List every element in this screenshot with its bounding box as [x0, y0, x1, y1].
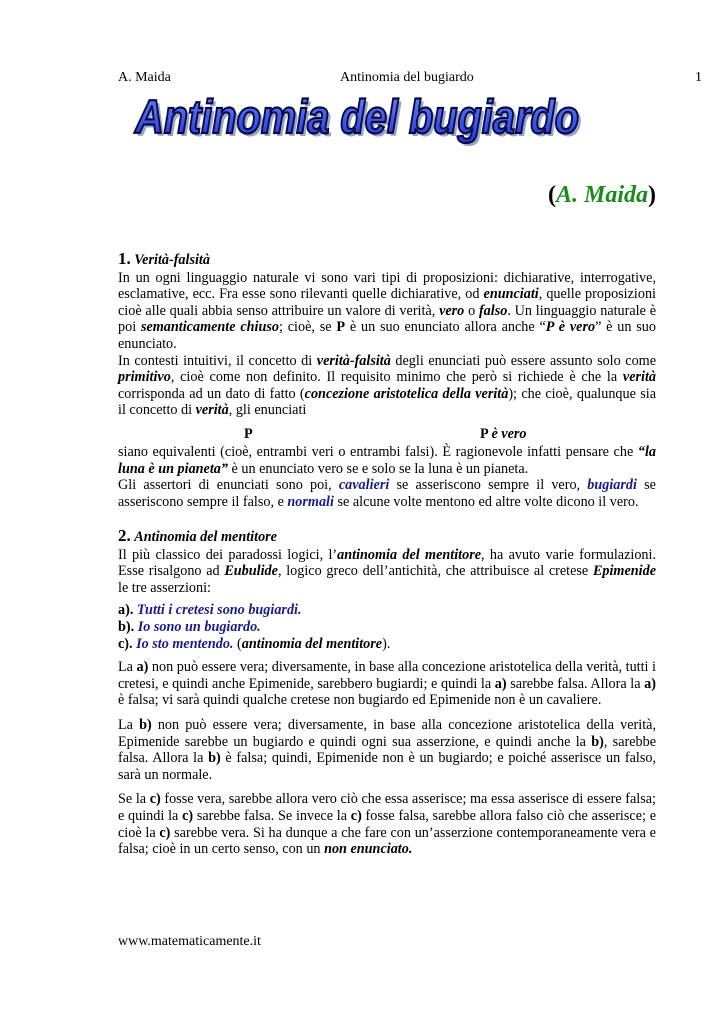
paragraph-1: In un ogni linguaggio naturale vi sono vari tipi di proposizioni: dichiarative, interrogative, esclamative, ecc. Fra esse sono rilevanti quelle dichiarative, od enunciati, quelle proposizioni cioè alle quali abbia senso attribuire un valore di verità, vero o falso. Un linguaggio naturale è poi semanticamente chiuso; cioè, se P è un suo enunciato allora anche “P è vero” è un suo enunciato. [118, 269, 656, 352]
header-title: Antinomia del bugiardo [340, 70, 474, 85]
paragraph-c: Se la c) fosse vera, sarebbe allora vero ciò che essa asserisce; ma essa asserisce di essere falsa; e quindi la c) sarebbe falsa. Se invece la c) fosse falsa, sarebbe allora falso ciò che asserisce; e cioè la c) sarebbe vera. Si ha dunque a che fare con un’asserzione contemporaneamente vera e falsa; cioè in un certo senso, con un non enunciato. [118, 791, 656, 858]
paragraph-3: siano equivalenti (cioè, entrambi veri o entrambi falsi). È ragionevole infatti pensare che “la luna è un pianeta” è un enunciato vero se e solo se la luna è un pianeta. [118, 443, 656, 477]
assertion-item-a: a). Tutti i cretesi sono bugiardi. [118, 602, 302, 619]
footer-website-link[interactable]: www.matematicamente.it [118, 934, 261, 949]
assertion-item-c: c). Io sto mentendo. (antinomia del mentitore). [118, 635, 391, 652]
section-2-heading: 2. Antinomia del mentitore [118, 526, 277, 545]
paragraph-2: In contesti intuitivi, il concetto di verità-falsità degli enunciati può essere assunto solo come primitivo, cioè come non definito. Il requisito minimo che però si richiede è che la verità corrisponda ad un dato di fatto (concezione aristotelica della verità); che cioè, qualunque sia il concetto di verità, gli enunciati [118, 352, 656, 419]
page-number: 1 [695, 70, 702, 85]
author-name: (A. Maida) [547, 182, 656, 208]
section-1-heading: 1. Verità-falsità [118, 249, 210, 268]
wordart-title [128, 86, 588, 154]
paragraph-a: La a) non può essere vera; diversamente, in base alla concezione aristotelica della verità, tutti i cretesi, e quindi anche Epimenide, sarebbero bugiardi; e quindi la a) sarebbe falsa. Allora la a) è falsa; vi sarà quindi qualche cretese non bugiardo ed Epimenide non è un cavaliere. [118, 659, 656, 709]
formula-line [118, 426, 656, 444]
formula-left: P [244, 425, 253, 442]
assertion-list [118, 602, 656, 652]
paragraph-5: Il più classico dei paradossi logici, l’antinomia del mentitore, ha avuto varie formulazioni. Esse risalgono ad Eubulide, logico greco dell’antichità, che attribuisce al cretese Epimenide le tre asserzioni: [118, 546, 656, 596]
section-1 [118, 251, 656, 510]
header-author: A. Maida [118, 70, 171, 85]
section-2 [118, 528, 656, 858]
formula-right: P è vero [480, 425, 527, 442]
assertion-item-b: b). Io sono un bugiardo. [118, 618, 261, 635]
wordart-shadow: Antinomia del bugiardo [137, 93, 583, 146]
wordart-text: Antinomia del bugiardo [134, 90, 580, 143]
paragraph-b: La b) non può essere vera; diversamente, in base alla concezione aristotelica della verità, Epimenide sarebbe un bugiardo e quindi ogni sua asserzione, e quindi anche la b), sarebbe falsa. Allora la b) è falsa; quindi, Epimenide non è un bugiardo; e poiché asserisce un falso, sarà un normale. [118, 716, 656, 783]
paragraph-4: Gli assertori di enunciati sono poi, cavalieri se asseriscono sempre il vero, bugiardi se asseriscono sempre il falso, e normali se alcune volte mentono ed altre volte dicono il vero. [118, 477, 656, 510]
